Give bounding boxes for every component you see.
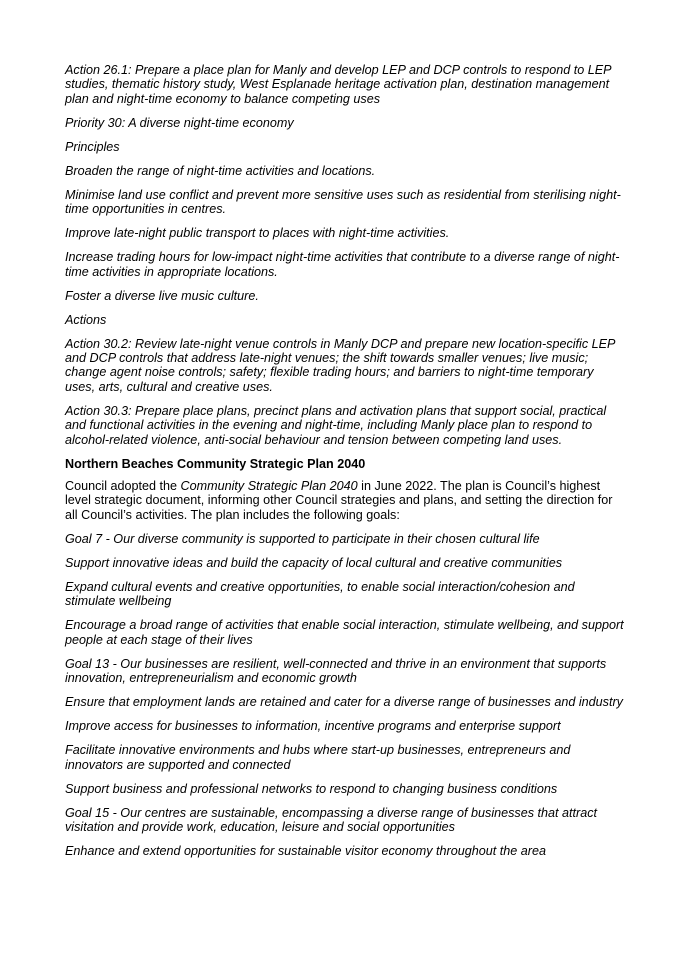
goal-7: Goal 7 - Our diverse community is supported to participate in their chosen cultural life	[65, 531, 540, 546]
goal-13-item-access: Improve access for businesses to information, incentive programs and enterprise support	[65, 719, 561, 734]
goal-7-item-events: Expand cultural events and creative opportunities, to enable social interaction/cohesion and stimulate wellbeing	[65, 579, 575, 609]
intro-plan-title: Community Strategic Plan 2040	[180, 479, 358, 494]
principle-broaden: Broaden the range of night-time activities and locations.	[65, 163, 376, 178]
goal-15: Goal 15 - Our centres are sustainable, encompassing a diverse range of businesses that attract visitation and provide work, education, leisure and social opportunities	[65, 805, 598, 834]
principle-transport: Improve late-night public transport to places with night-time activities.	[65, 226, 450, 241]
principle-trading-hours: Increase trading hours for low-impact night-time activities that contribute to a diverse range of night-time activities in appropriate locations.	[65, 250, 620, 279]
intro-paragraph	[65, 479, 625, 522]
action-30-3: Action 30.3: Prepare place plans, precinct plans and activation plans that support social, practical and functional activities in the evening and night-time, including Manly place plan to respond to alcohol-related violence, anti-social behaviour and tension between competing land uses.	[65, 403, 607, 447]
goal-13-item-hubs: Facilitate innovative environments and hubs where start-up businesses, entrepreneurs and innovators are supported and connected	[65, 743, 571, 772]
actions-label: Actions	[65, 312, 107, 327]
goal-7-item-activities: Encourage a broad range of activities that enable social interaction, stimulate wellbeing, and support people at each stage of their lives	[65, 618, 624, 647]
goal-15-item-visitor: Enhance and extend opportunities for sustainable visitor economy throughout the area	[65, 843, 546, 858]
principle-minimise: Minimise land use conflict and prevent more sensitive uses such as residential from sterilising night-time opportunities in centres.	[65, 187, 621, 217]
action-30-2: Action 30.2: Review late-night venue controls in Manly DCP and prepare new location-specific LEP and DCP controls that address late-night venues; the shift towards smaller venues; live music; change agent noise controls; safety; flexible trading hours; and barriers to night-time temporary uses, arts, cultural and creative uses.	[65, 336, 615, 394]
intro-post: in June 2022. The plan is Council’s highest level strategic document, informing other Council strategies and plans, and setting the direction for all Council’s activities. The plan includes the following goals:	[65, 479, 613, 522]
goal-7-item-innovative: Support innovative ideas and build the capacity of local cultural and creative communities	[65, 555, 563, 570]
goal-13-item-employment: Ensure that employment lands are retained and cater for a diverse range of businesses and industry	[65, 695, 623, 710]
principle-live-music: Foster a diverse live music culture.	[65, 288, 259, 303]
section-heading: Northern Beaches Community Strategic Plan 2040	[65, 456, 366, 471]
intro-pre: Council adopted the	[65, 479, 181, 494]
goal-13: Goal 13 - Our businesses are resilient, well-connected and thrive in an environment that supports innovation, entrepreneurialism and economic growth	[65, 656, 607, 686]
principles-label: Principles	[65, 139, 120, 154]
document-page	[65, 63, 625, 868]
action-26-1: Action 26.1: Prepare a place plan for Manly and develop LEP and DCP controls to respond to LEP studies, thematic history study, West Esplanade heritage activation plan, destination management plan and night-time economy to balance competing uses	[65, 63, 612, 106]
priority-30: Priority 30: A diverse night-time economy	[65, 115, 294, 130]
goal-13-item-networks: Support business and professional networks to respond to changing business conditions	[65, 781, 558, 796]
